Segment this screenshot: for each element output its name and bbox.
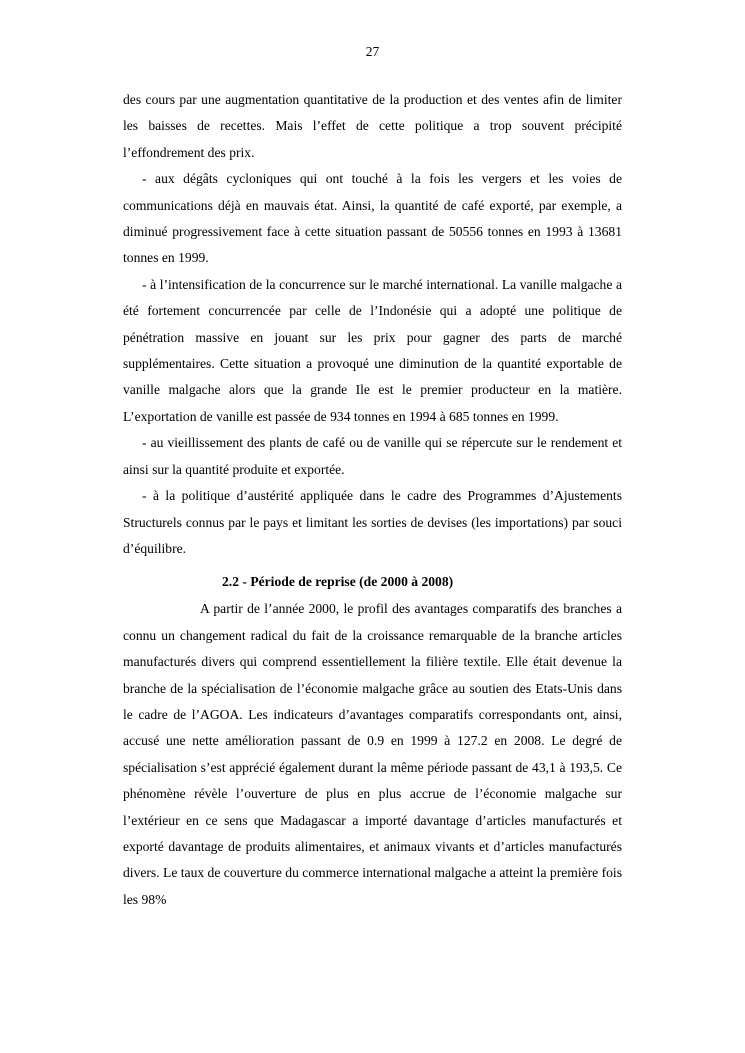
- list-item-competition: - à l’intensification de la concurrence sur le marché international. La vanille malgache a été fortement concurrencée par celle de l’Indonésie qui a adopté une politique de pénétration massive en jouant sur les prix pour gagner des parts de marché supplémentaires. Cette situation a provoqué une diminution de la quantité exportable de vanille malgache alors que la grande Ile est le premier producteur en la matière. L’exportation de vanille est passée de 934 tonnes en 1994 à 685 tonnes en 1999.: [123, 276, 622, 424]
- section-heading: 2.2 - Période de reprise (de 2000 à 2008): [222, 574, 454, 590]
- section-paragraph: A partir de l’année 2000, le profil des avantages comparatifs des branches a connu un changement radical du fait de la croissance remarquable de la branche articles manufacturés divers qui comprend essentiellement la filière textile. Elle était devenue la branche de la spécialisation de l’économie malgache grâce au soutien des Etats-Unis dans le cadre de l’AGOA. Les indicateurs d’avantages comparatifs correspondants ont, ainsi, accusé une nette amélioration passant de 0.9 en 1999 à 127.2 en 2008. Le degré de spécialisation s’est apprécié également durant la même période passant de 43,1 à 193,5. Ce phénomène révèle l’ouverture de plus en plus accrue de l’économie malgache sur l’extérieur en ce sens que Madagascar a importé davantage d’articles manufacturés et exporté davantage de produits alimentaires, et animaux vivants et d’articles manufacturés divers. Le taux de couverture du commerce international malgache a atteint la première fois les 98%: [123, 601, 622, 907]
- list-item-aging-plants: - au vieillissement des plants de café ou de vanille qui se répercute sur le rendement et ainsi sur la quantité produite et exportée.: [123, 435, 622, 477]
- list-item-austerity: - à la politique d’austérité appliquée dans le cadre des Programmes d’Ajustements Structurels connus par le pays et limitant les sorties de devises (les importations) par souci d’équilibre.: [123, 488, 622, 556]
- list-item-cyclones: - aux dégâts cycloniques qui ont touché à la fois les vergers et les voies de communications déjà en mauvais état. Ainsi, la quantité de café exporté, par exemple, a diminué progressivement face à cette situation passant de 50556 tonnes en 1993 à 13681 tonnes en 1999.: [123, 171, 622, 266]
- document-body: [123, 87, 622, 913]
- intro-paragraph: des cours par une augmentation quantitative de la production et des ventes afin de limiter les baisses de recettes. Mais l’effet de cette politique a trop souvent précipité l’effondrement des prix.: [123, 92, 622, 160]
- page-number: 27: [365, 44, 380, 59]
